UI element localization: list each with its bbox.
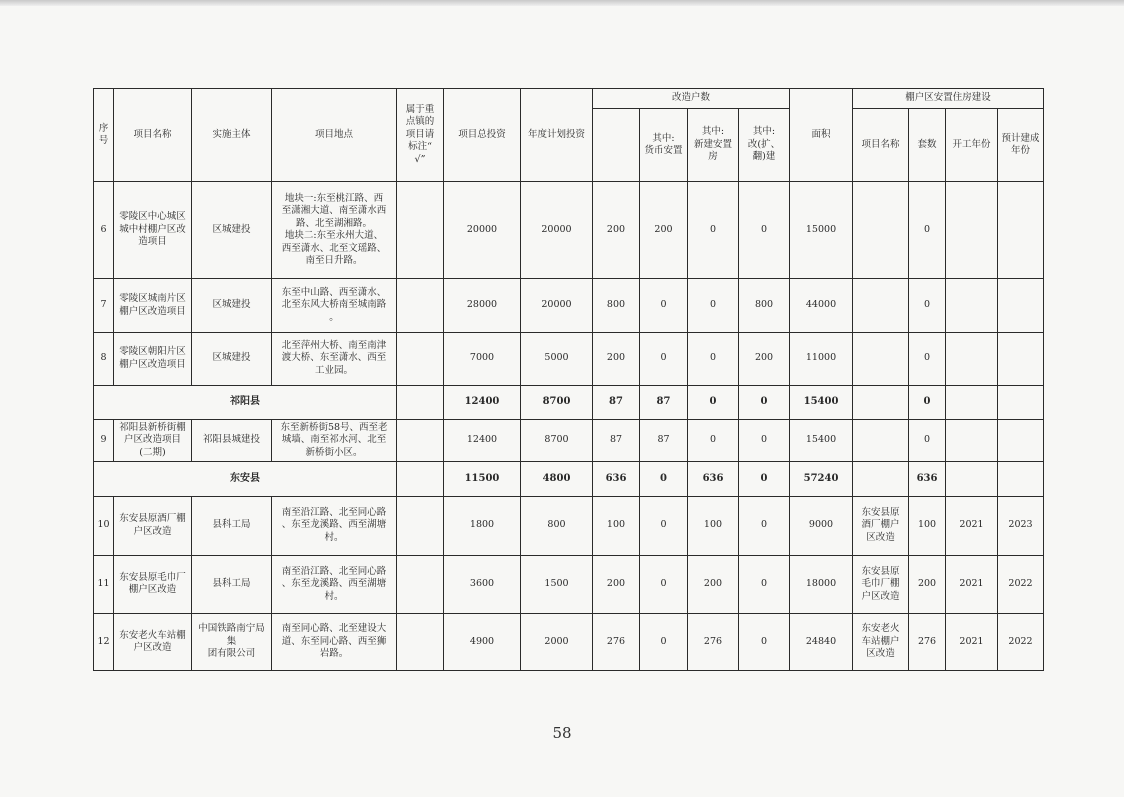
cell-annual-investment: 2000 bbox=[521, 614, 593, 671]
cell-seq: 12 bbox=[94, 614, 114, 671]
cell-rs-finish-year bbox=[998, 385, 1044, 419]
cell-entity: 区城建投 bbox=[192, 332, 272, 385]
cell-seq: 7 bbox=[94, 279, 114, 333]
cell-key-town bbox=[397, 419, 444, 462]
cell-annual-investment: 20000 bbox=[521, 182, 593, 279]
header-location: 项目地点 bbox=[272, 89, 397, 182]
cell-area: 18000 bbox=[790, 555, 853, 614]
cell-total-investment: 12400 bbox=[444, 385, 521, 419]
cell-hh-new-build: 100 bbox=[688, 496, 739, 555]
cell-area: 15400 bbox=[790, 385, 853, 419]
cell-location: 东至中山路、西至潇水、 北至东风大桥南至城南路 。 bbox=[272, 279, 397, 333]
cell-hh-currency: 0 bbox=[640, 614, 688, 671]
cell-rs-finish-year bbox=[998, 332, 1044, 385]
table-row bbox=[94, 182, 1044, 279]
cell-project-name: 零陵区朝阳片区 棚户区改造项目 bbox=[114, 332, 192, 385]
cell-location: 地块一:东至桃江路、西 至潇湘大道、南至潇水西 路、北至湖湘路。 地块二:东至永州大道、 西至潇水、北至文瑶路、 南至日升路。 bbox=[272, 182, 397, 279]
cell-hh-renovate: 0 bbox=[739, 496, 790, 555]
cell-hh-renovate: 0 bbox=[739, 419, 790, 462]
cell-total-investment: 7000 bbox=[444, 332, 521, 385]
cell-area: 24840 bbox=[790, 614, 853, 671]
cell-rs-finish-year bbox=[998, 462, 1044, 496]
cell-annual-investment: 8700 bbox=[521, 419, 593, 462]
cell-rs-start-year bbox=[946, 419, 998, 462]
county-subtotal-label: 东安县 bbox=[94, 462, 397, 496]
cell-project-name: 东安县原酒厂棚 户区改造 bbox=[114, 496, 192, 555]
cell-entity: 祁阳县城建投 bbox=[192, 419, 272, 462]
cell-hh-new-build: 200 bbox=[688, 555, 739, 614]
header-entity: 实施主体 bbox=[192, 89, 272, 182]
header-rs-name: 项目名称 bbox=[853, 109, 909, 182]
cell-location: 南至同心路、北至建设大 道、东至同心路、西至狮 岩路。 bbox=[272, 614, 397, 671]
cell-key-town bbox=[397, 279, 444, 333]
cell-households: 276 bbox=[593, 614, 640, 671]
cell-area: 9000 bbox=[790, 496, 853, 555]
cell-rs-name bbox=[853, 182, 909, 279]
cell-hh-currency: 0 bbox=[640, 496, 688, 555]
cell-hh-currency: 200 bbox=[640, 182, 688, 279]
cell-rs-name: 东安老火 车站棚户 区改造 bbox=[853, 614, 909, 671]
cell-total-investment: 1800 bbox=[444, 496, 521, 555]
cell-hh-currency: 0 bbox=[640, 332, 688, 385]
header-rs-units: 套数 bbox=[909, 109, 946, 182]
cell-households: 800 bbox=[593, 279, 640, 333]
cell-rs-units: 0 bbox=[909, 419, 946, 462]
cell-entity: 中国铁路南宁局集 团有限公司 bbox=[192, 614, 272, 671]
cell-hh-new-build: 0 bbox=[688, 332, 739, 385]
cell-rs-start-year bbox=[946, 182, 998, 279]
header-rs-start-year: 开工年份 bbox=[946, 109, 998, 182]
table-row bbox=[94, 555, 1044, 614]
cell-rs-name bbox=[853, 419, 909, 462]
cell-rs-units: 0 bbox=[909, 182, 946, 279]
cell-key-town bbox=[397, 182, 444, 279]
cell-total-investment: 12400 bbox=[444, 419, 521, 462]
cell-rs-finish-year: 2022 bbox=[998, 614, 1044, 671]
cell-annual-investment: 4800 bbox=[521, 462, 593, 496]
cell-hh-currency: 87 bbox=[640, 419, 688, 462]
header-total-investment: 项目总投资 bbox=[444, 89, 521, 182]
cell-rs-start-year: 2021 bbox=[946, 614, 998, 671]
header-hh-currency: 其中: 货币安置 bbox=[640, 109, 688, 182]
cell-hh-currency: 0 bbox=[640, 279, 688, 333]
header-households-blank bbox=[593, 109, 640, 182]
cell-rs-start-year bbox=[946, 279, 998, 333]
cell-households: 200 bbox=[593, 555, 640, 614]
cell-key-town bbox=[397, 332, 444, 385]
cell-seq: 6 bbox=[94, 182, 114, 279]
cell-hh-renovate: 0 bbox=[739, 182, 790, 279]
cell-rs-start-year bbox=[946, 462, 998, 496]
cell-entity: 县科工局 bbox=[192, 496, 272, 555]
cell-hh-renovate: 0 bbox=[739, 614, 790, 671]
cell-hh-renovate: 200 bbox=[739, 332, 790, 385]
cell-location: 东至新桥街58号、西至老 城墙、南至祁水河、北至 新桥街小区。 bbox=[272, 419, 397, 462]
cell-key-town bbox=[397, 496, 444, 555]
cell-rs-name bbox=[853, 462, 909, 496]
header-rs-finish-year: 预计建成 年份 bbox=[998, 109, 1044, 182]
cell-annual-investment: 8700 bbox=[521, 385, 593, 419]
cell-project-name: 东安老火车站棚 户区改造 bbox=[114, 614, 192, 671]
county-subtotal-label: 祁阳县 bbox=[94, 385, 397, 419]
cell-hh-renovate: 0 bbox=[739, 555, 790, 614]
cell-rs-finish-year: 2022 bbox=[998, 555, 1044, 614]
cell-rs-name: 东安县原 酒厂棚户 区改造 bbox=[853, 496, 909, 555]
cell-hh-new-build: 0 bbox=[688, 385, 739, 419]
shantytown-renovation-table bbox=[93, 88, 1044, 671]
cell-rs-units: 100 bbox=[909, 496, 946, 555]
cell-seq: 11 bbox=[94, 555, 114, 614]
cell-seq: 10 bbox=[94, 496, 114, 555]
cell-hh-renovate: 800 bbox=[739, 279, 790, 333]
cell-rs-name bbox=[853, 385, 909, 419]
cell-rs-finish-year bbox=[998, 182, 1044, 279]
cell-key-town bbox=[397, 555, 444, 614]
cell-hh-currency: 87 bbox=[640, 385, 688, 419]
cell-rs-name bbox=[853, 279, 909, 333]
cell-rs-start-year: 2021 bbox=[946, 555, 998, 614]
cell-total-investment: 28000 bbox=[444, 279, 521, 333]
cell-hh-new-build: 276 bbox=[688, 614, 739, 671]
cell-rs-start-year bbox=[946, 332, 998, 385]
header-key-town: 属于重 点镇的 项目请 标注“ √” bbox=[397, 89, 444, 182]
cell-key-town bbox=[397, 462, 444, 496]
cell-rs-finish-year bbox=[998, 419, 1044, 462]
cell-rs-start-year bbox=[946, 385, 998, 419]
table-row bbox=[94, 279, 1044, 333]
cell-total-investment: 3600 bbox=[444, 555, 521, 614]
cell-rs-name: 东安县原 毛巾厂棚 户区改造 bbox=[853, 555, 909, 614]
subtotal-row bbox=[94, 462, 1044, 496]
cell-rs-start-year: 2021 bbox=[946, 496, 998, 555]
page-number: 58 bbox=[552, 724, 572, 742]
cell-hh-new-build: 636 bbox=[688, 462, 739, 496]
header-hh-renovate: 其中: 改(扩、 翻)建 bbox=[739, 109, 790, 182]
cell-hh-new-build: 0 bbox=[688, 419, 739, 462]
cell-rs-units: 200 bbox=[909, 555, 946, 614]
cell-key-town bbox=[397, 614, 444, 671]
cell-households: 87 bbox=[593, 385, 640, 419]
table-row bbox=[94, 614, 1044, 671]
cell-hh-currency: 0 bbox=[640, 555, 688, 614]
cell-hh-currency: 0 bbox=[640, 462, 688, 496]
subtotal-row bbox=[94, 385, 1044, 419]
cell-area: 15400 bbox=[790, 419, 853, 462]
header-project-name: 项目名称 bbox=[114, 89, 192, 182]
cell-annual-investment: 800 bbox=[521, 496, 593, 555]
cell-hh-new-build: 0 bbox=[688, 279, 739, 333]
cell-entity: 区城建投 bbox=[192, 182, 272, 279]
cell-annual-investment: 20000 bbox=[521, 279, 593, 333]
cell-entity: 县科工局 bbox=[192, 555, 272, 614]
cell-seq: 9 bbox=[94, 419, 114, 462]
cell-total-investment: 4900 bbox=[444, 614, 521, 671]
cell-households: 200 bbox=[593, 182, 640, 279]
cell-total-investment: 20000 bbox=[444, 182, 521, 279]
header-households-group: 改造户数 bbox=[593, 89, 790, 109]
table-row bbox=[94, 332, 1044, 385]
header-seq: 序 号 bbox=[94, 89, 114, 182]
header-resettlement-group: 棚户区安置住房建设 bbox=[853, 89, 1044, 109]
cell-rs-units: 0 bbox=[909, 385, 946, 419]
cell-rs-finish-year bbox=[998, 279, 1044, 333]
cell-area: 44000 bbox=[790, 279, 853, 333]
cell-rs-units: 0 bbox=[909, 279, 946, 333]
header-area: 面积 bbox=[790, 89, 853, 182]
cell-hh-new-build: 0 bbox=[688, 182, 739, 279]
cell-rs-name bbox=[853, 332, 909, 385]
cell-hh-renovate: 0 bbox=[739, 385, 790, 419]
cell-area: 11000 bbox=[790, 332, 853, 385]
cell-hh-renovate: 0 bbox=[739, 462, 790, 496]
cell-total-investment: 11500 bbox=[444, 462, 521, 496]
scan-top-edge bbox=[0, 0, 1124, 6]
cell-annual-investment: 1500 bbox=[521, 555, 593, 614]
cell-area: 57240 bbox=[790, 462, 853, 496]
cell-rs-units: 0 bbox=[909, 332, 946, 385]
cell-annual-investment: 5000 bbox=[521, 332, 593, 385]
header-annual-investment: 年度计划投资 bbox=[521, 89, 593, 182]
header-hh-new-build: 其中: 新建安置 房 bbox=[688, 109, 739, 182]
cell-area: 15000 bbox=[790, 182, 853, 279]
cell-location: 南至沿江路、北至同心路 、东至龙溪路、西至湖塘 村。 bbox=[272, 496, 397, 555]
cell-location: 南至沿江路、北至同心路 、东至龙溪路、西至湖塘 村。 bbox=[272, 555, 397, 614]
cell-households: 100 bbox=[593, 496, 640, 555]
cell-rs-units: 636 bbox=[909, 462, 946, 496]
cell-seq: 8 bbox=[94, 332, 114, 385]
cell-key-town bbox=[397, 385, 444, 419]
cell-households: 200 bbox=[593, 332, 640, 385]
cell-rs-units: 276 bbox=[909, 614, 946, 671]
cell-households: 87 bbox=[593, 419, 640, 462]
cell-households: 636 bbox=[593, 462, 640, 496]
cell-entity: 区城建投 bbox=[192, 279, 272, 333]
cell-project-name: 零陵区城南片区 棚户区改造项目 bbox=[114, 279, 192, 333]
cell-project-name: 东安县原毛巾厂 棚户区改造 bbox=[114, 555, 192, 614]
cell-project-name: 零陵区中心城区 城中村棚户区改 造项目 bbox=[114, 182, 192, 279]
cell-location: 北至萍州大桥、南至南津 渡大桥、东至潇水、西至 工业园。 bbox=[272, 332, 397, 385]
cell-rs-finish-year: 2023 bbox=[998, 496, 1044, 555]
table-row bbox=[94, 419, 1044, 462]
table-row bbox=[94, 496, 1044, 555]
cell-project-name: 祁阳县新桥街棚 户区改造项目 (二期) bbox=[114, 419, 192, 462]
